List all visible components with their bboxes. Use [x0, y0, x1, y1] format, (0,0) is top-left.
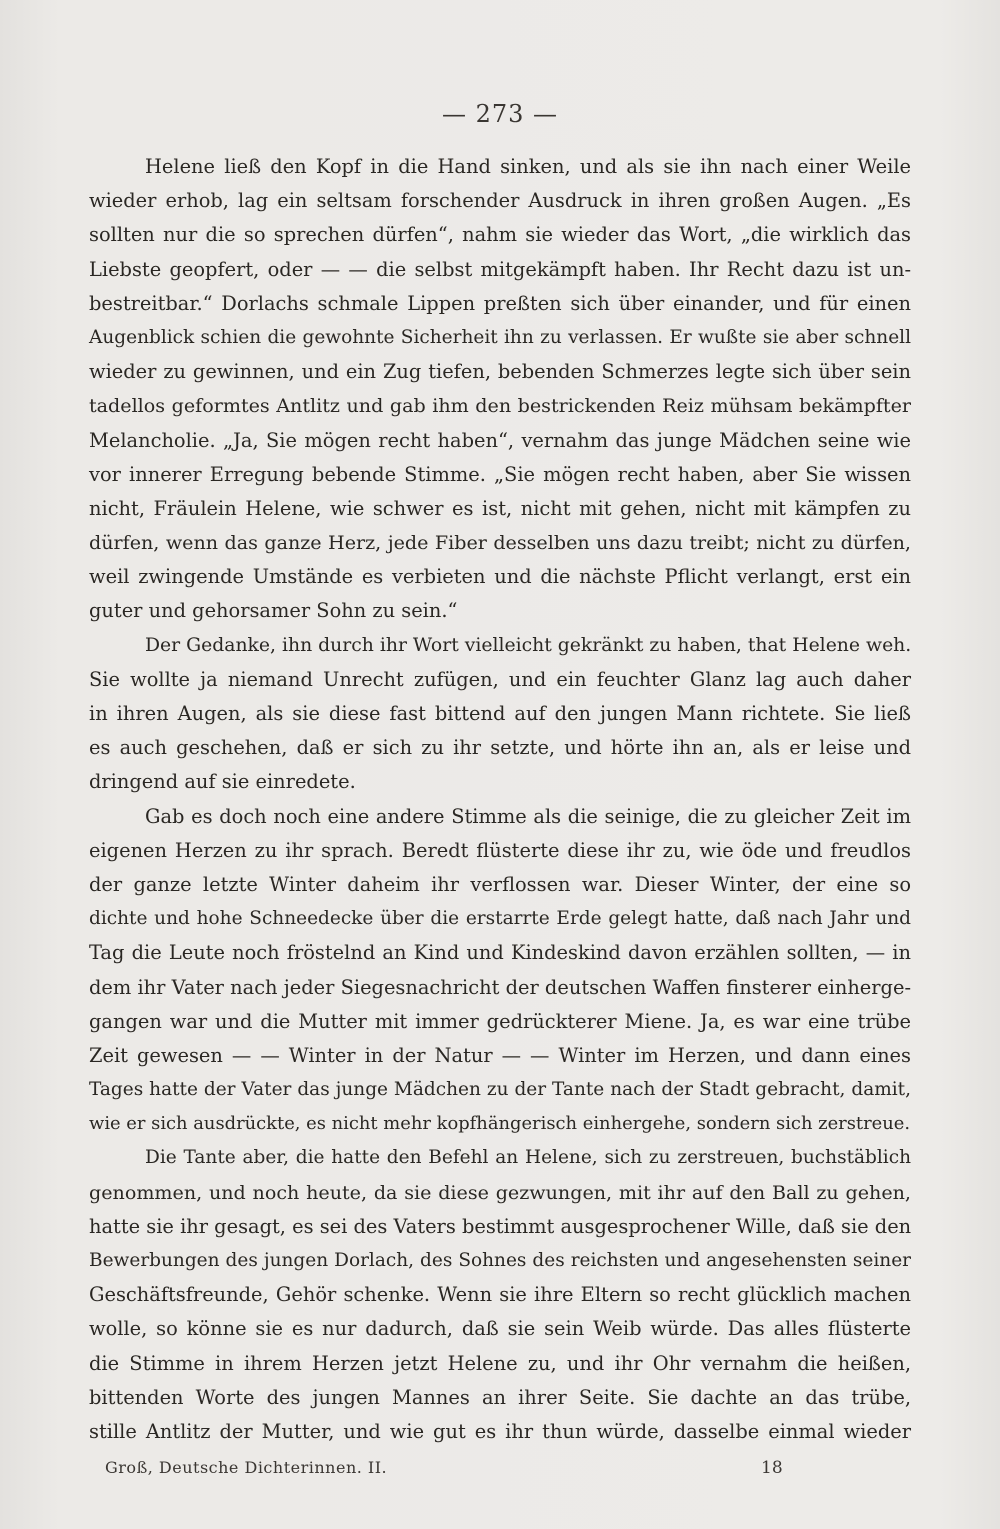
text-line: Augenblick schien die gewohnte Sicherheit ihn zu verlassen. Er wußte sie aber schnell: [89, 326, 911, 348]
text-line: wolle, so könne sie es nur dadurch, daß sie sein Weib würde. Das alles flüsterte: [89, 1317, 911, 1341]
text-line: Tag die Leute noch fröstelnd an Kind und Kindeskind davon erzählen sollten, — in: [89, 941, 911, 965]
text-line: in ihren Augen, als sie diese fast bittend auf den jungen Mann richtete. Sie ließ: [89, 702, 911, 725]
text-line: dringend auf sie einredete.: [89, 770, 356, 794]
text-line: Geschäftsfreunde, Gehör schenke. Wenn sie ihre Eltern so recht glücklich machen: [89, 1283, 911, 1307]
paragraph-1: [89, 150, 911, 629]
text-line: Zeit gewesen — — Winter in der Natur — — Winter im Herzen, und dann eines: [89, 1043, 911, 1067]
text-line: sollten nur die so sprechen dürfen“, nahm sie wieder das Wort, „die wirklich das: [89, 223, 911, 247]
text-line: Tages hatte der Vater das junge Mädchen zu der Tante nach der Stadt gebracht, damit,: [89, 1079, 911, 1101]
text-line: Sie wollte ja niemand Unrecht zufügen, und ein feuchter Glanz lag auch daher: [89, 667, 911, 691]
sheet-number: 18: [761, 1458, 783, 1478]
text-line: Die Tante aber, die hatte den Befehl an Helene, sich zu zerstreuen, buchstäblich: [145, 1147, 911, 1169]
text-line: der ganze letzte Winter daheim ihr verflossen war. Dieser Winter, der eine so: [89, 872, 911, 896]
text-line: vor innerer Erregung bebende Stimme. „Sie mögen recht haben, aber Sie wissen: [89, 462, 911, 486]
text-line: nicht, Fräulein Helene, wie schwer es ist, nicht mit gehen, nicht mit kämpfen zu: [89, 496, 911, 520]
text-line: Liebste geopfert, oder — — die selbst mitgekämpft haben. Ihr Recht dazu ist un-: [89, 257, 911, 281]
paragraph-2: [89, 629, 911, 800]
text-line: genommen, und noch heute, da sie diese gezwungen, mit ihr auf den Ball zu gehen,: [89, 1180, 911, 1204]
text-line: hatte sie ihr gesagt, es sei des Vaters bestimmt ausgesprochener Wille, daß sie den: [89, 1214, 912, 1238]
text-line: die Stimme in ihrem Herzen jetzt Helene zu, und ihr Ohr vernahm die heißen,: [89, 1351, 911, 1375]
text-line: stille Antlitz der Mutter, und wie gut es ihr thun würde, dasselbe einmal wieder: [89, 1419, 911, 1443]
page-footer: [89, 1458, 829, 1488]
text-line: wieder zu gewinnen, und ein Zug tiefen, bebenden Schmerzes legte sich über sein: [89, 360, 911, 384]
page-number: — 273 —: [441, 100, 559, 128]
text-line: wie er sich ausdrückte, es nicht mehr kopfhängerisch einhergehe, sondern sich zerstreue.: [89, 1113, 911, 1135]
text-line: Gab es doch noch eine andere Stimme als die seinige, die zu gleicher Zeit im: [145, 804, 911, 828]
text-line: es auch geschehen, daß er sich zu ihr setzte, und hörte ihn an, als er leise und: [89, 736, 911, 760]
body-text: [89, 150, 911, 1449]
text-line: gangen war und die Mutter mit immer gedrückterer Miene. Ja, es war eine trübe: [89, 1009, 911, 1033]
text-line: dem ihr Vater nach jeder Siegesnachricht der deutschen Waffen finsterer einherge-: [89, 975, 911, 999]
text-line: Melancholie. „Ja, Sie mögen recht haben“, vernahm das junge Mädchen seine wie: [89, 428, 911, 452]
text-line: Der Gedanke, ihn durch ihr Wort vielleicht gekränkt zu haben, that Helene weh.: [145, 634, 912, 656]
text-line: bestreitbar.“ Dorlachs schmale Lippen preßten sich über einander, und für einen: [89, 291, 911, 315]
text-line: Bewerbungen des jungen Dorlach, des Sohnes des reichsten und angesehensten seiner: [89, 1250, 911, 1271]
paragraph-3: [89, 800, 911, 1142]
text-line: eigenen Herzen zu ihr sprach. Beredt flüsterte diese ihr zu, wie öde und freudlos: [89, 838, 911, 862]
text-line: dichte und hohe Schneedecke über die erstarrte Erde gelegt hatte, daß nach Jahr und: [89, 908, 911, 930]
text-line: weil zwingende Umstände es verbieten und die nächste Pflicht verlangt, erst ein: [89, 565, 911, 589]
text-line: dürfen, wenn das ganze Herz, jede Fiber desselben uns dazu treibt; nicht zu dürfen,: [89, 531, 911, 555]
text-line: wieder erhob, lag ein seltsam forschender Ausdruck in ihren großen Augen. „Es: [89, 189, 911, 213]
paragraph-4: [89, 1141, 911, 1449]
text-line: tadellos geformtes Antlitz und gab ihm den bestrickenden Reiz mühsam bekämpfter: [89, 394, 911, 418]
text-line: guter und gehorsamer Sohn zu sein.“: [89, 599, 458, 623]
text-line: Helene ließ den Kopf in die Hand sinken, und als sie ihn nach einer Weile: [145, 155, 911, 178]
footer-signature: Groß, Deutsche Dichterinnen. II.: [105, 1458, 388, 1477]
text-line: bittenden Worte des jungen Mannes an ihrer Seite. Sie dachte an das trübe,: [89, 1385, 911, 1409]
